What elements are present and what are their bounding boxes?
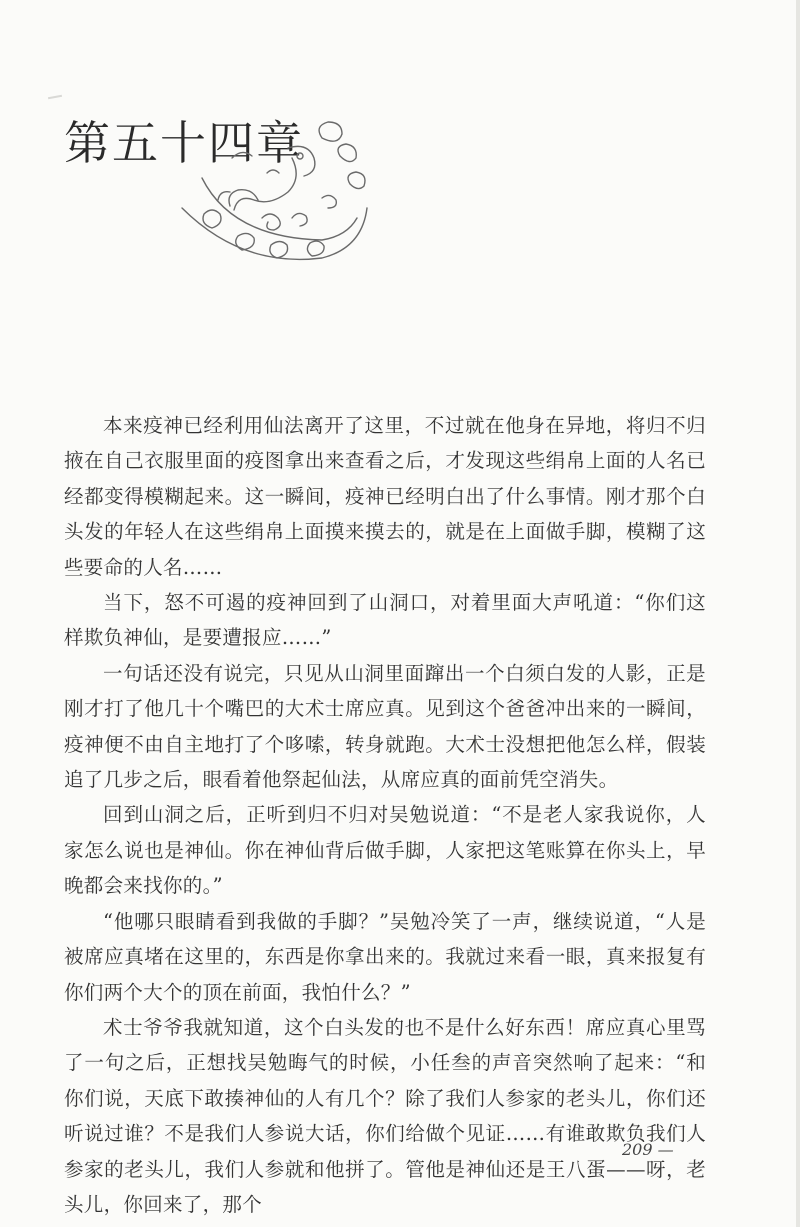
paragraph: 术士爷爷我就知道，这个白头发的也不是什么好东西！席应真心里骂了一句之后，正想找吴勉晦气的时候，小任叁的声音突然响了起来：“和你们说，天底下敢揍神仙的人有几个？除了我们人参家的老头儿，你们还听说过谁？不是我们人参说大话，你们给做个见证……有谁敢欺负我们人参家的老头儿，我们人参就和他拼了。管他是神仙还是王八蛋——呀，老头儿，你回来了，那个: [64, 1015, 706, 1216]
chapter-title: 第五十四章: [64, 116, 304, 170]
paragraph: 当下，怒不可遏的疫神回到了山洞口，对着里面大声吼道：“你们这样欺负神仙，是要遭报应……”: [64, 591, 706, 650]
scan-speck: [48, 95, 62, 99]
paragraph: 本来疫神已经利用仙法离开了这里，不过就在他身在异地，将归不归掖在自己衣服里面的疫图拿出来查看之后，才发现这些绢帛上面的人名已经都变得模糊起来。这一瞬间，疫神已经明白出了什么事情。刚才那个白头发的年轻人在这些绢帛上面摸来摸去的，就是在上面做手脚，模糊了这些要命的人名……: [64, 414, 706, 579]
paragraph: 一句话还没有说完，只见从山洞里面蹿出一个白须白发的人影，正是刚才打了他几十个嘴巴的大术士席应真。见到这个爸爸冲出来的一瞬间，疫神便不由自主地打了个哆嗦，转身就跑。大术士没想把他怎么样，假装追了几步之后，眼看着他祭起仙法，从席应真的面前凭空消失。: [64, 661, 706, 792]
cloud-dragon-ornament-icon: [172, 118, 372, 278]
paragraph: 回到山洞之后，正听到归不归对吴勉说道：“不是老人家我说你，人家怎么说也是神仙。你在神仙背后做手脚，人家把这笔账算在你头上，早晚都会来找你的。”: [64, 803, 706, 898]
page-edge: [796, 0, 800, 1227]
paragraph: “他哪只眼睛看到我做的手脚？”吴勉冷笑了一声，继续说道，“人是被席应真堵在这里的，东西是你拿出来的。我就过来看一眼，真来报复有你们两个大个的顶在前面，我怕什么？”: [64, 909, 706, 1004]
page-number: 209 —: [622, 1140, 674, 1159]
chapter-body: [64, 408, 706, 1222]
